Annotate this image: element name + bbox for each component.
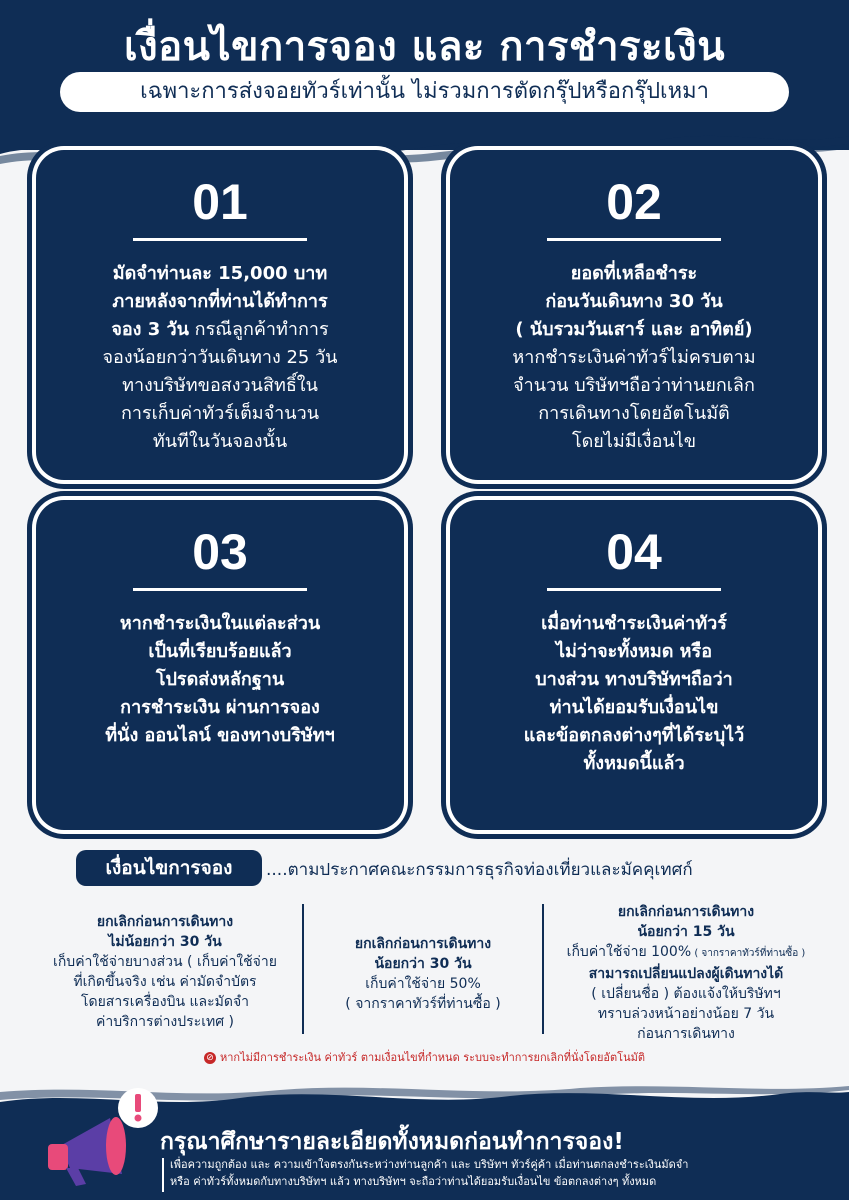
card-number: 04 bbox=[606, 524, 662, 580]
card-body bbox=[474, 260, 794, 456]
terms-heading: น้อยกว่า 30 วัน bbox=[374, 956, 472, 972]
terms-text-small: ( จากราคาทัวร์ที่ท่านซื้อ ) bbox=[691, 948, 806, 959]
footer-title: กรุณาศึกษารายละเอียดทั้งหมดก่อนทำการจอง! bbox=[160, 1129, 624, 1155]
card-number: 02 bbox=[606, 174, 662, 230]
terms-text: เก็บค่าใช้จ่ายบางส่วน ( เก็บค่าใช้จ่าย bbox=[53, 954, 277, 970]
card-text: จำนวน บริษัทฯถือว่าท่านยกเลิก bbox=[513, 375, 755, 396]
card-text-bold: ที่นั่ง ออนไลน์ ของทางบริษัทฯ bbox=[105, 725, 335, 746]
terms-text: ค่าบริการต่างประเทศ ) bbox=[95, 1014, 235, 1030]
no-entry-icon: ⊘ bbox=[204, 1052, 216, 1064]
terms-text: ( เปลี่ยนชื่อ ) ต้องแจ้งให้บริษัทฯ bbox=[591, 986, 781, 1002]
condition-card-02 bbox=[450, 150, 818, 480]
card-text: ทันทีในวันจองนั้น bbox=[152, 431, 288, 452]
card-text-bold: โปรดส่งหลักฐาน bbox=[155, 669, 285, 690]
card-text-bold: เมื่อท่านชำระเงินค่าทัวร์ bbox=[541, 613, 727, 634]
auto-cancel-notice bbox=[0, 1048, 849, 1066]
footer-line: หรือ ค่าทัวร์ทั้งหมดกับทางบริษัทฯ แล้ว ทางบริษัทฯ จะถือว่าท่านได้ยอมรับเงื่อนไข ข้อตกลงต่างๆ ทั้งหมด bbox=[170, 1175, 657, 1188]
card-text-bold: จอง 3 วัน bbox=[111, 319, 189, 340]
card-divider bbox=[133, 588, 307, 591]
page-subtitle: เฉพาะการส่งจอยทัวร์เท่านั้น ไม่รวมการตัดกรุ๊ปหรือกรุ๊ปเหมา bbox=[60, 72, 789, 112]
card-text-bold: ท่านได้ยอมรับเงื่อนไข bbox=[549, 697, 719, 718]
card-text: จองน้อยกว่าวันเดินทาง 25 วัน bbox=[102, 347, 338, 368]
column-divider bbox=[302, 904, 304, 1034]
card-text-bold: เป็นที่เรียบร้อยแล้ว bbox=[148, 641, 292, 662]
terms-heading: ยกเลิกก่อนการเดินทาง bbox=[96, 914, 234, 930]
terms-text: โดยสารเครื่องบิน และมัดจำ bbox=[80, 994, 250, 1010]
card-body bbox=[60, 610, 380, 750]
terms-column-1 bbox=[40, 912, 290, 1032]
card-text-bold: ภายหลังจากที่ท่านได้ทำการ bbox=[112, 291, 328, 312]
card-text: กรณีลูกค้าทำการ bbox=[188, 319, 329, 340]
footer-accent-bar bbox=[162, 1158, 164, 1192]
terms-heading: ไม่น้อยกว่า 30 วัน bbox=[108, 934, 222, 950]
card-text-bold: ไม่ว่าจะทั้งหมด หรือ bbox=[555, 641, 713, 662]
terms-description: ....ตามประกาศคณะกรรมการธุรกิจท่องเที่ยวและมัคคุเทศก์ bbox=[266, 860, 693, 880]
card-text: โดยไม่มีเงื่อนไข bbox=[571, 431, 697, 452]
card-text: การเดินทางโดยอัตโนมัติ bbox=[538, 403, 730, 424]
card-text: หากชำระเงินค่าทัวร์ไม่ครบตาม bbox=[512, 347, 756, 368]
card-body bbox=[474, 610, 794, 778]
terms-text: ทราบล่วงหน้าอย่างน้อย 7 วัน bbox=[597, 1006, 775, 1022]
card-text-bold: หากชำระเงินในแต่ละส่วน bbox=[119, 613, 321, 634]
card-body bbox=[60, 260, 380, 456]
terms-heading: สามารถเปลี่ยนแปลงผู้เดินทางได้ bbox=[588, 966, 784, 982]
terms-heading: น้อยกว่า 15 วัน bbox=[637, 924, 735, 940]
card-text-bold: มัดจำท่านละ 15,000 บาท bbox=[112, 263, 328, 284]
notice-text: หากไม่มีการชำระเงิน ค่าทัวร์ ตามเงื่อนไขที่กำหนด ระบบจะทำการยกเลิกที่นั่งโดยอัตโนมัติ bbox=[219, 1051, 645, 1064]
card-text-bold: บางส่วน ทางบริษัทฯถือว่า bbox=[535, 669, 733, 690]
card-text-bold: และข้อตกลงต่างๆที่ได้ระบุไว้ bbox=[523, 725, 745, 746]
terms-column-2 bbox=[312, 934, 534, 1014]
terms-text: ก่อนการเดินทาง bbox=[637, 1026, 735, 1042]
card-number: 01 bbox=[192, 174, 248, 230]
card-divider bbox=[547, 238, 721, 241]
card-text-bold: ยอดที่เหลือชำระ bbox=[570, 263, 698, 284]
condition-card-01 bbox=[36, 150, 404, 480]
card-text-bold: ทั้งหมดนี้แล้ว bbox=[583, 753, 685, 774]
condition-card-03 bbox=[36, 500, 404, 830]
terms-tag: เงื่อนไขการจอง bbox=[76, 850, 262, 886]
column-divider bbox=[542, 904, 544, 1034]
terms-text: เก็บค่าใช้จ่าย 100% bbox=[566, 944, 692, 960]
card-text: ทางบริษัทขอสงวนสิทธิ์ใน bbox=[122, 375, 318, 396]
terms-text: ที่เกิดขึ้นจริง เช่น ค่ามัดจำบัตร bbox=[73, 974, 257, 990]
terms-text: ( จากราคาทัวร์ที่ท่านซื้อ ) bbox=[345, 996, 501, 1012]
footer-text bbox=[170, 1156, 840, 1190]
card-divider bbox=[133, 238, 307, 241]
card-text-bold: ก่อนวันเดินทาง 30 วัน bbox=[545, 291, 723, 312]
page-title: เงื่อนไขการจอง และ การชำระเงิน bbox=[123, 24, 726, 70]
terms-heading: ยกเลิกก่อนการเดินทาง bbox=[354, 936, 492, 952]
footer-line: เพื่อความถูกต้อง และ ความเข้าใจตรงกันระหว่างท่านลูกค้า และ บริษัทฯ ทัวร์คู่ค้า เมื่อท่านตกลงชำระเงินมัดจำ bbox=[170, 1158, 689, 1171]
card-divider bbox=[547, 588, 721, 591]
terms-heading: ยกเลิกก่อนการเดินทาง bbox=[617, 904, 755, 920]
card-number: 03 bbox=[192, 524, 248, 580]
card-text-bold: การชำระเงิน ผ่านการจอง bbox=[120, 697, 320, 718]
card-text: การเก็บค่าทัวร์เต็มจำนวน bbox=[120, 403, 320, 424]
condition-card-04 bbox=[450, 500, 818, 830]
terms-column-3 bbox=[552, 902, 820, 1044]
megaphone-icon bbox=[40, 1082, 170, 1192]
terms-text: เก็บค่าใช้จ่าย 50% bbox=[365, 976, 481, 992]
card-text-bold: ( นับรวมวันเสาร์ และ อาทิตย์) bbox=[515, 319, 753, 340]
